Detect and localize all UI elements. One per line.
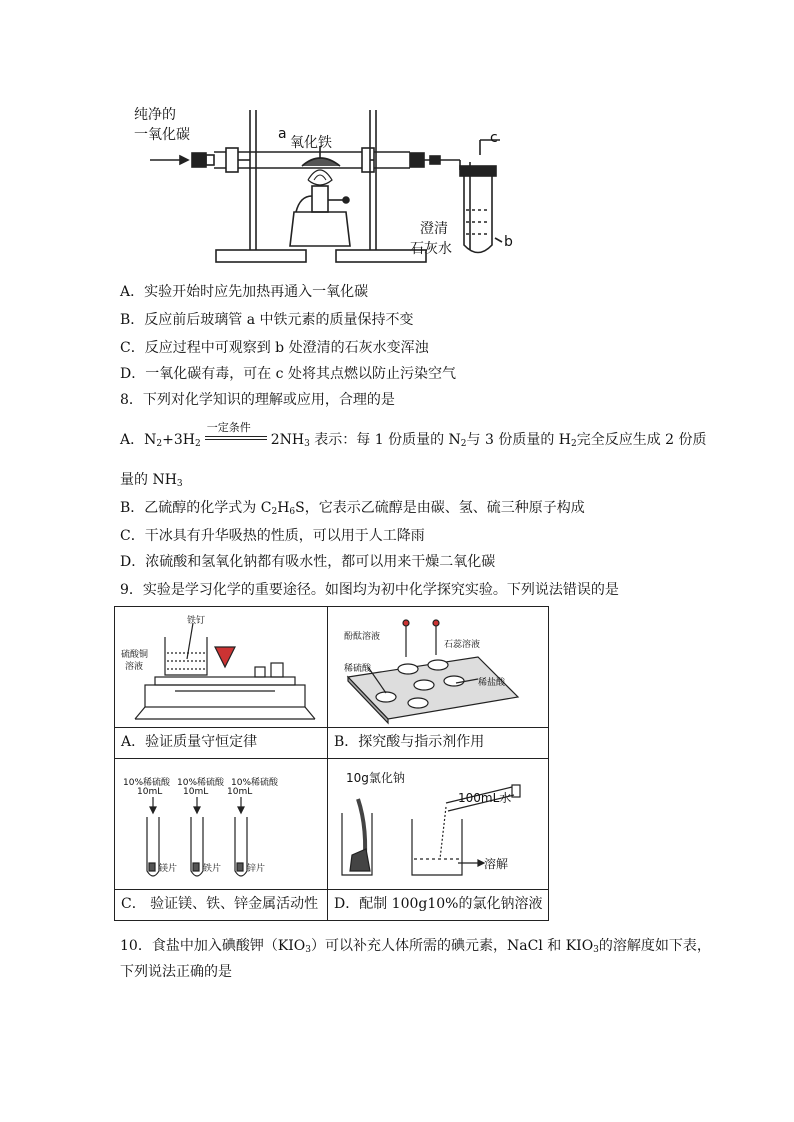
eq-n2-sub: 2 [156,439,163,449]
eq-line-bottom [205,439,267,440]
cell-d-caption [328,890,549,921]
label-a: a [278,126,287,142]
acid-label-1: 10%稀硫酸 [123,778,171,788]
q8-a-text-3: 完全反应生成 2 份质 [576,432,707,448]
q10-text-2: ）可以补充人体所需的碘元素，NaCl 和 KIO [311,938,594,954]
lime-label-line1: 澄清 [420,221,448,237]
q8-b-sub1: 2 [271,507,278,517]
phenolphthalein-label: 酚酞溶液 [344,632,381,642]
dissolve-label: 溶解 [484,857,509,871]
q9-experiment-table [114,606,549,921]
water-label: 100mL水 [458,791,512,805]
cell-a-caption [115,728,328,759]
balance-drawing [115,607,327,727]
cuso4-label-2: 溶液 [125,662,144,672]
q10-sub-1: 3 [305,945,312,955]
q8-a-text-2: 与 3 份质量的 H [466,432,571,448]
cell-b-caption [328,728,549,759]
iron-oxide-label: 氧化铁 [290,135,332,151]
q10-stem-line1 [120,936,711,960]
cuso4-label-1: 硫酸铜 [121,650,149,660]
q8-option-a-cont [120,470,183,494]
eq-h2: +3H [162,432,195,448]
cell-b-figure [328,607,549,728]
q8-a-prefix: A． [120,432,145,448]
q10-stem-line2: 下列说法正确的是 [120,964,232,980]
co-apparatus-drawing [130,100,530,270]
litmus-label: 石蕊溶液 [444,640,481,650]
lime-label-line2: 石灰水 [410,241,452,257]
co-label-line1: 纯净的 [134,107,176,123]
q8-a-cont-sub: 3 [176,479,183,489]
q8-option-a [120,421,707,454]
q7-option-c: C．反应过程中可观察到 b 处澄清的石灰水变浑浊 [120,340,429,356]
vol-label-1: 10mL [137,787,163,797]
figure-co-reduction [130,100,530,270]
q7-option-a: A．实验开始时应先加热再通入一氧化碳 [120,284,369,300]
eq-condition: 一定条件 [206,421,251,434]
q8-option-d: D．浓硫酸和氢氧化钠都有吸水性，都可以用来干燥二氧化碳 [120,554,496,570]
q8-b-text-2: H [277,500,290,516]
eq-h2-sub: 2 [194,439,201,449]
hcl-label: 稀盐酸 [478,678,506,688]
nacl-label: 10g氯化钠 [346,771,405,785]
q10-sub-2: 3 [593,945,599,955]
zn-label: 锌片 [247,864,266,874]
q8-b-text-3: S，它表示乙硫醇是由碳、氢、硫三种原子构成 [295,500,585,516]
q8-option-b [120,498,585,522]
q9-stem: 9．实验是学习化学的重要途径。如图均为初中化学探究实验。下列说法错误的是 [120,582,619,598]
cell-a-figure [115,607,328,728]
caption-a: A．验证质量守恒定律 [121,734,258,750]
q8-stem: 8．下列对化学知识的理解或应用，合理的是 [120,392,395,408]
q8-b-text-1: B．乙硫醇的化学式为 C [120,500,272,516]
q10-text-1: 10．食盐中加入碘酸钾（KIO [120,938,306,954]
q8-b-sub2: 6 [289,507,296,517]
eq-nh3: 2NH [270,432,305,448]
vol-label-2: 10mL [183,787,209,797]
q7-option-d: D．一氧化碳有毒，可在 c 处将其点燃以防止污染空气 [120,366,456,382]
caption-d: D．配制 100g10%的氯化钠溶液 [334,896,543,912]
eq-nh3-sub: 3 [304,439,310,449]
q8-a-sub1: 2 [460,439,467,449]
nail-label: 铁钉 [187,616,206,626]
q8-a-text-1: 表示：每 1 份质量的 N [314,432,461,448]
caption-c: C． 验证镁、铁、锌金属活动性 [121,896,319,912]
acid-label-3: 10%稀硫酸 [231,778,279,788]
q8-a-sub2: 2 [570,439,577,449]
q8-option-c: C．干冰具有升华吸热的性质，可以用于人工降雨 [120,528,425,544]
eq-condition-arrow [201,421,271,450]
label-c: c [490,130,498,146]
co-label-line2: 一氧化碳 [134,127,190,143]
q7-option-b: B．反应前后玻璃管 a 中铁元素的质量保持不变 [120,312,414,328]
eq-line-top [205,436,267,437]
h2so4-label: 稀硫酸 [344,664,372,674]
fe-label: 铁片 [203,864,222,874]
vol-label-3: 10mL [227,787,253,797]
q8-a-cont-text: 量的 NH [120,472,177,488]
acid-label-2: 10%稀硫酸 [177,778,225,788]
caption-b: B．探究酸与指示剂作用 [334,734,485,750]
eq-n2: N [144,432,157,448]
mg-label: 镁片 [159,864,178,874]
cell-c-figure [115,759,328,890]
label-b: b [504,234,513,250]
cell-d-figure [328,759,549,890]
q10-text-3: 的溶解度如下表， [598,938,711,954]
cell-c-caption [115,890,328,921]
